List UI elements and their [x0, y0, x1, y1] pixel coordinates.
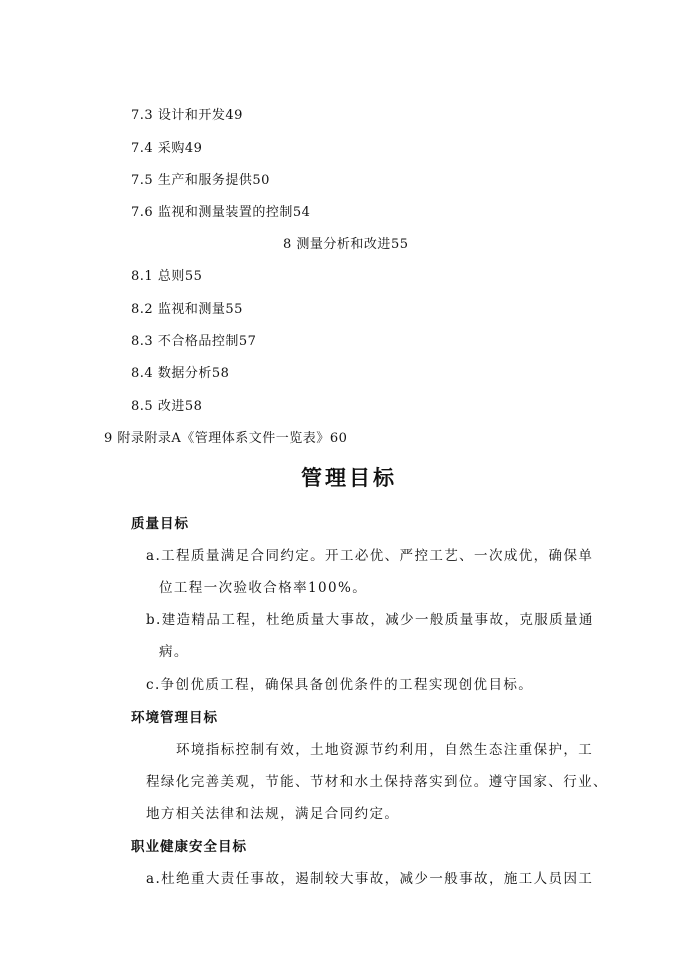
toc-item-9 [104, 430, 347, 448]
toc-item-8-1 [131, 268, 202, 286]
toc-page: 57 [238, 334, 257, 349]
toc-number: 7.6 [131, 205, 154, 220]
toc-number: 7.4 [131, 141, 154, 156]
toc-label: 测量分析和改进 [296, 237, 391, 252]
toc-number: 8 [283, 237, 292, 252]
quality-b-line-2: 病。 [159, 644, 189, 660]
toc-page: 58 [211, 366, 230, 381]
toc-number: 8.5 [131, 399, 154, 414]
toc-page: 49 [225, 108, 243, 123]
toc-page: 55 [390, 237, 409, 252]
environment-line-2: 程绿化完善美观，节能、节材和水土保持落实到位。遵守国家、行业、 [146, 774, 608, 790]
toc-item-7-4 [131, 140, 202, 158]
safety-heading: 职业健康安全目标 [131, 839, 247, 855]
toc-item-7-6 [131, 204, 310, 222]
toc-item-8-2 [131, 301, 243, 319]
environment-heading: 环境管理目标 [131, 710, 218, 726]
toc-item-8-3 [131, 333, 256, 351]
quality-c-line-1: c.争创优质工程，确保具备创优条件的工程实现创优目标。 [146, 677, 534, 693]
toc-item-8-5 [131, 398, 202, 416]
safety-a-line-1: a.杜绝重大责任事故，遏制较大事故，减少一般事故，施工人员因工 [146, 871, 594, 887]
toc-number: 8.1 [131, 269, 154, 284]
toc-label: 改进 [157, 399, 185, 414]
toc-item-8-4 [131, 365, 229, 383]
toc-number: 8.2 [131, 302, 154, 317]
toc-page: 49 [184, 141, 203, 156]
toc-page: 55 [225, 302, 243, 317]
toc-number: 7.3 [131, 108, 154, 123]
toc-label: 不合格品控制 [157, 334, 239, 349]
toc-label: 生产和服务提供 [157, 173, 253, 188]
toc-item-7-5 [131, 172, 270, 190]
toc-number: 8.4 [131, 366, 154, 381]
toc-page: 58 [184, 399, 203, 414]
toc-label: 设计和开发 [157, 108, 226, 123]
toc-item-7-3 [131, 107, 243, 125]
toc-label: 采购 [157, 141, 185, 156]
environment-line-3: 地方相关法律和法规，满足合同约定。 [146, 806, 400, 822]
quality-heading: 质量目标 [131, 516, 189, 532]
toc-number: 8.3 [131, 334, 154, 349]
quality-b-line-1: b.建造精品工程，杜绝质量大事故，减少一般质量事故，克服质量通 [146, 612, 594, 628]
toc-number: 9 [104, 431, 113, 446]
toc-page: 54 [292, 205, 311, 220]
environment-line-1: 环境指标控制有效，土地资源节约利用，自然生态注重保护，工 [176, 742, 594, 758]
quality-a-line-2: 位工程一次验收合格率100%。 [159, 580, 368, 596]
toc-label: 总则 [157, 269, 185, 284]
toc-page: 60 [329, 431, 348, 446]
toc-label: 数据分析 [157, 366, 212, 381]
toc-label: 监视和测量 [157, 302, 226, 317]
toc-label: 监视和测量装置的控制 [157, 205, 293, 220]
toc-page: 55 [184, 269, 203, 284]
quality-a-line-1: a.工程质量满足合同约定。开工必优、严控工艺、一次成优，确保单 [146, 548, 594, 564]
toc-item-8 [283, 236, 408, 254]
toc-number: 7.5 [131, 173, 154, 188]
toc-label: 附录附录A《管理体系文件一览表》 [117, 431, 330, 446]
page-title: 管理目标 [301, 466, 397, 490]
toc-page: 50 [252, 173, 270, 188]
